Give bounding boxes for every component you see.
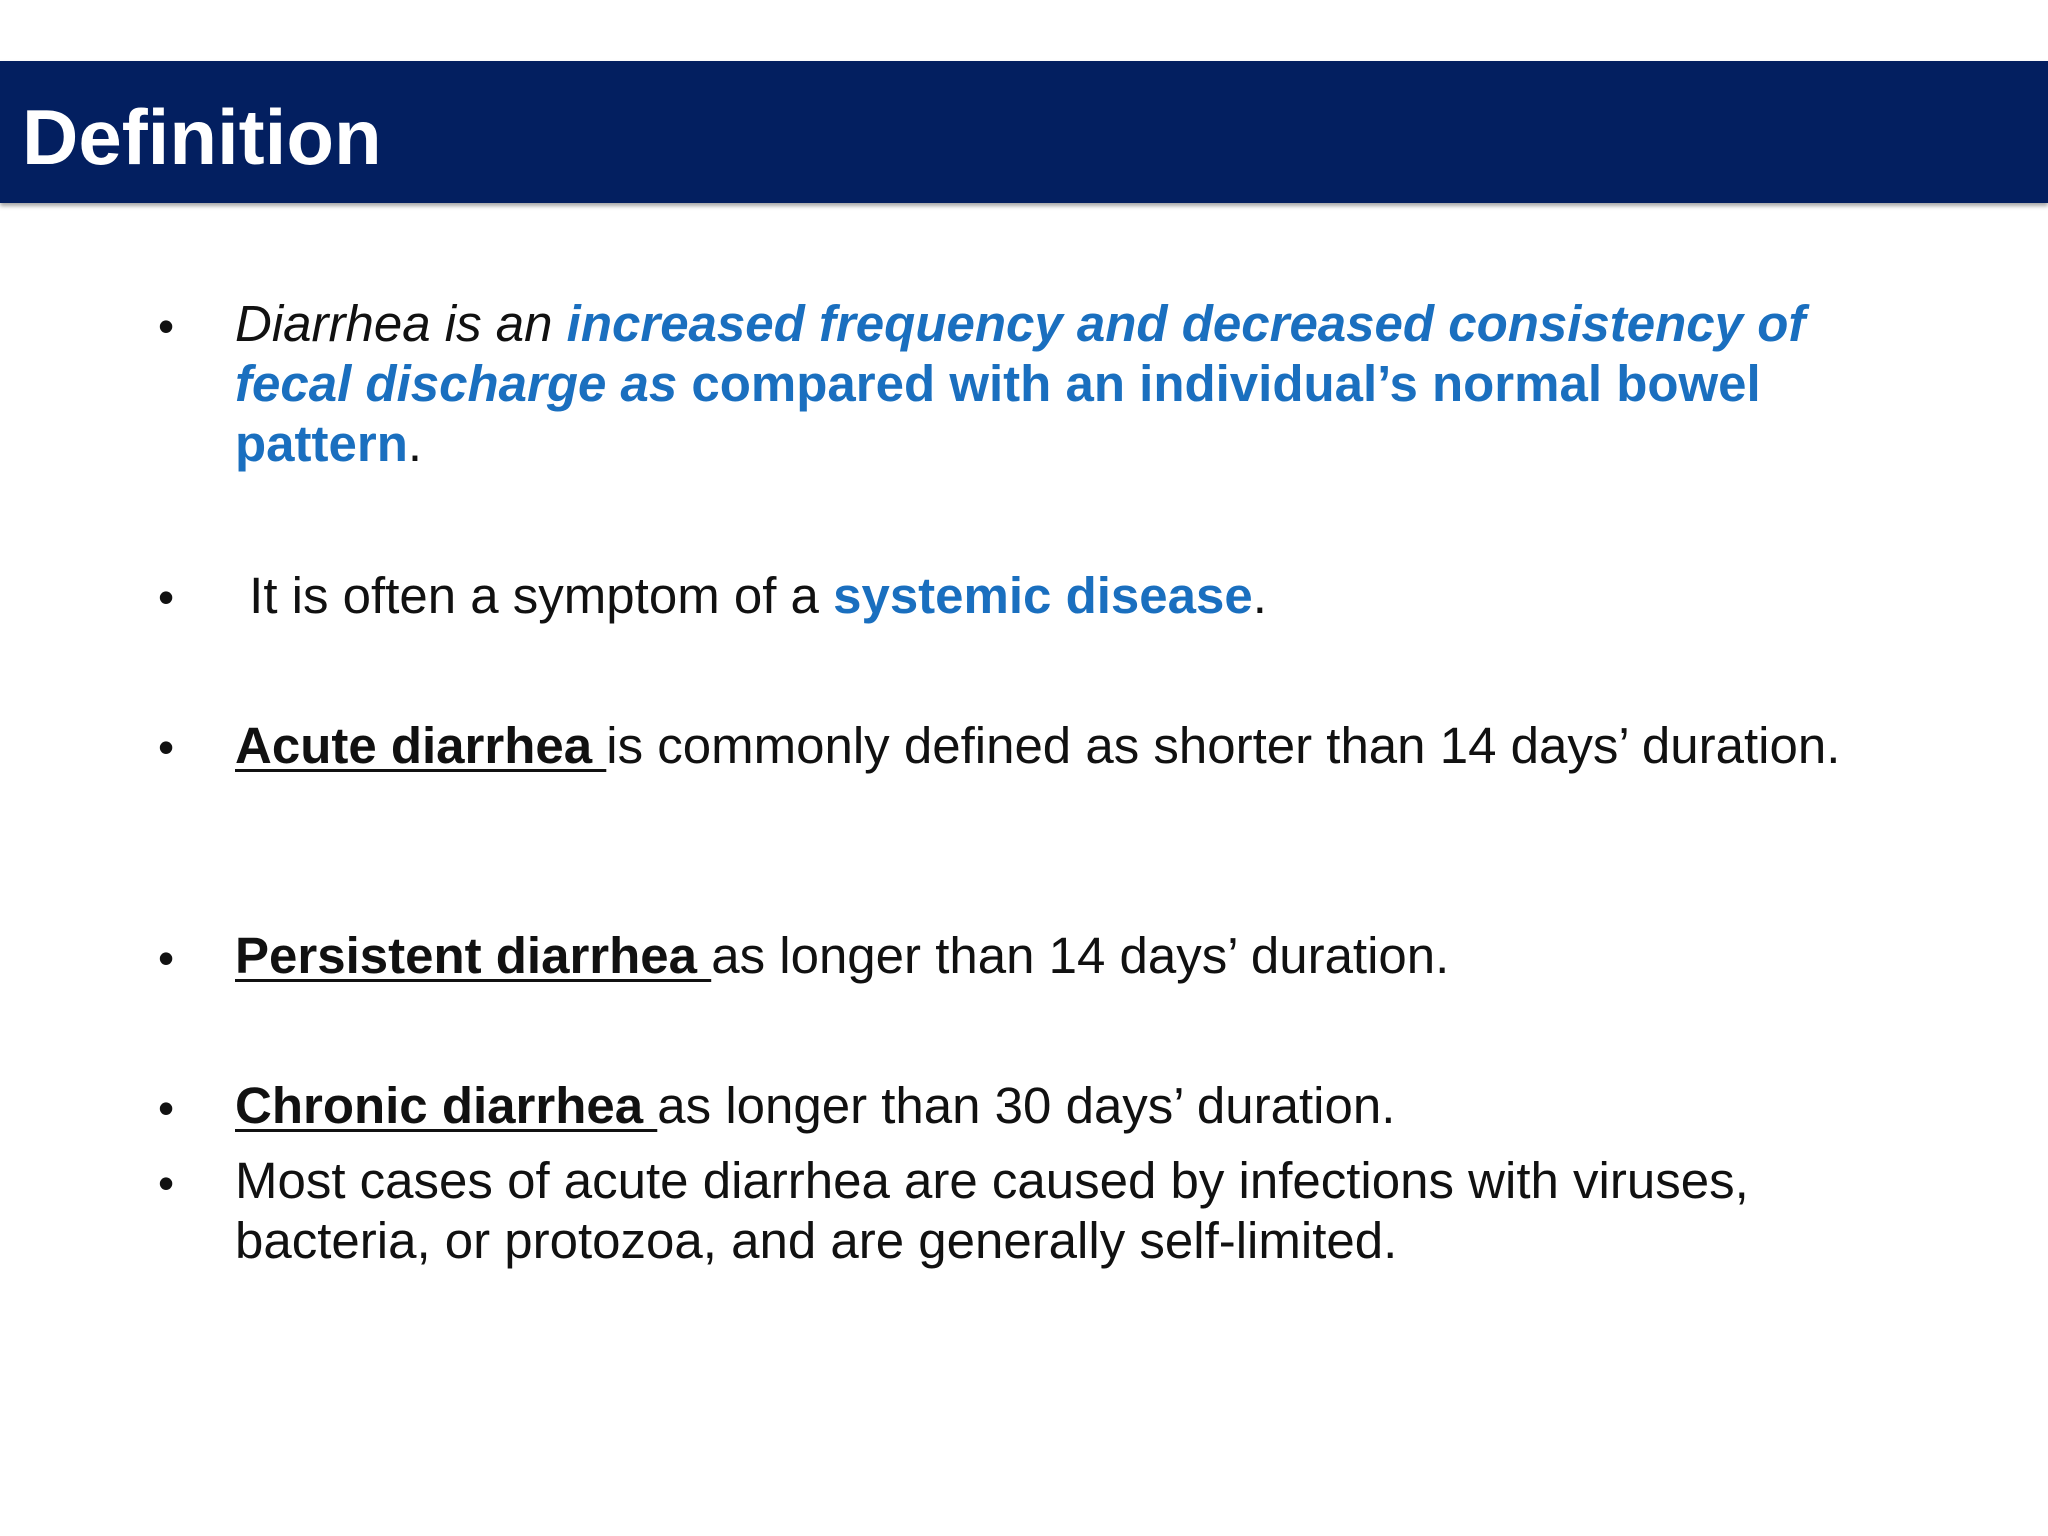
- bullet-tail: .: [1252, 567, 1267, 624]
- bullet-lead: It is often a symptom of a: [235, 567, 834, 624]
- bullet-text: [235, 294, 1895, 474]
- bullet-marker: •: [158, 1082, 175, 1134]
- bullet-text: [235, 716, 1895, 776]
- bullet-marker: •: [158, 571, 175, 623]
- bullet-emphasis-bold: compared with an individual’s normal bowel pattern: [235, 355, 1761, 472]
- bullet-body: as longer than 30 days’ duration.: [657, 1077, 1396, 1134]
- bullet-marker: •: [158, 721, 175, 773]
- bullet-text: [235, 926, 1895, 986]
- bullet-text: [235, 1151, 1895, 1271]
- bullet-body: is commonly defined as shorter than 14 days’ duration.: [606, 717, 1841, 774]
- bullet-tail: .: [407, 415, 423, 472]
- bullet-body: Most cases of acute diarrhea are caused by infections with viruses, bacteria, or protozoa, and are generally self-limited.: [235, 1152, 1749, 1269]
- bullet-text: [235, 566, 1895, 626]
- bullet-emphasis: increased frequency and decreased consistency of fecal discharge as: [235, 295, 1806, 412]
- bullet-lead: Diarrhea is an: [235, 295, 567, 352]
- bullet-term: Chronic diarrhea: [235, 1077, 658, 1134]
- bullet-emphasis: systemic disease: [833, 567, 1253, 624]
- bullet-marker: •: [158, 932, 175, 984]
- bullet-marker: •: [158, 1157, 175, 1209]
- slide-title: Definition: [22, 93, 382, 181]
- bullet-term: Acute diarrhea: [235, 717, 607, 774]
- bullet-body: as longer than 14 days’ duration.: [711, 927, 1450, 984]
- bullet-marker: •: [158, 300, 175, 352]
- bullet-text: [235, 1076, 1895, 1136]
- bullet-term: Persistent diarrhea: [235, 927, 712, 984]
